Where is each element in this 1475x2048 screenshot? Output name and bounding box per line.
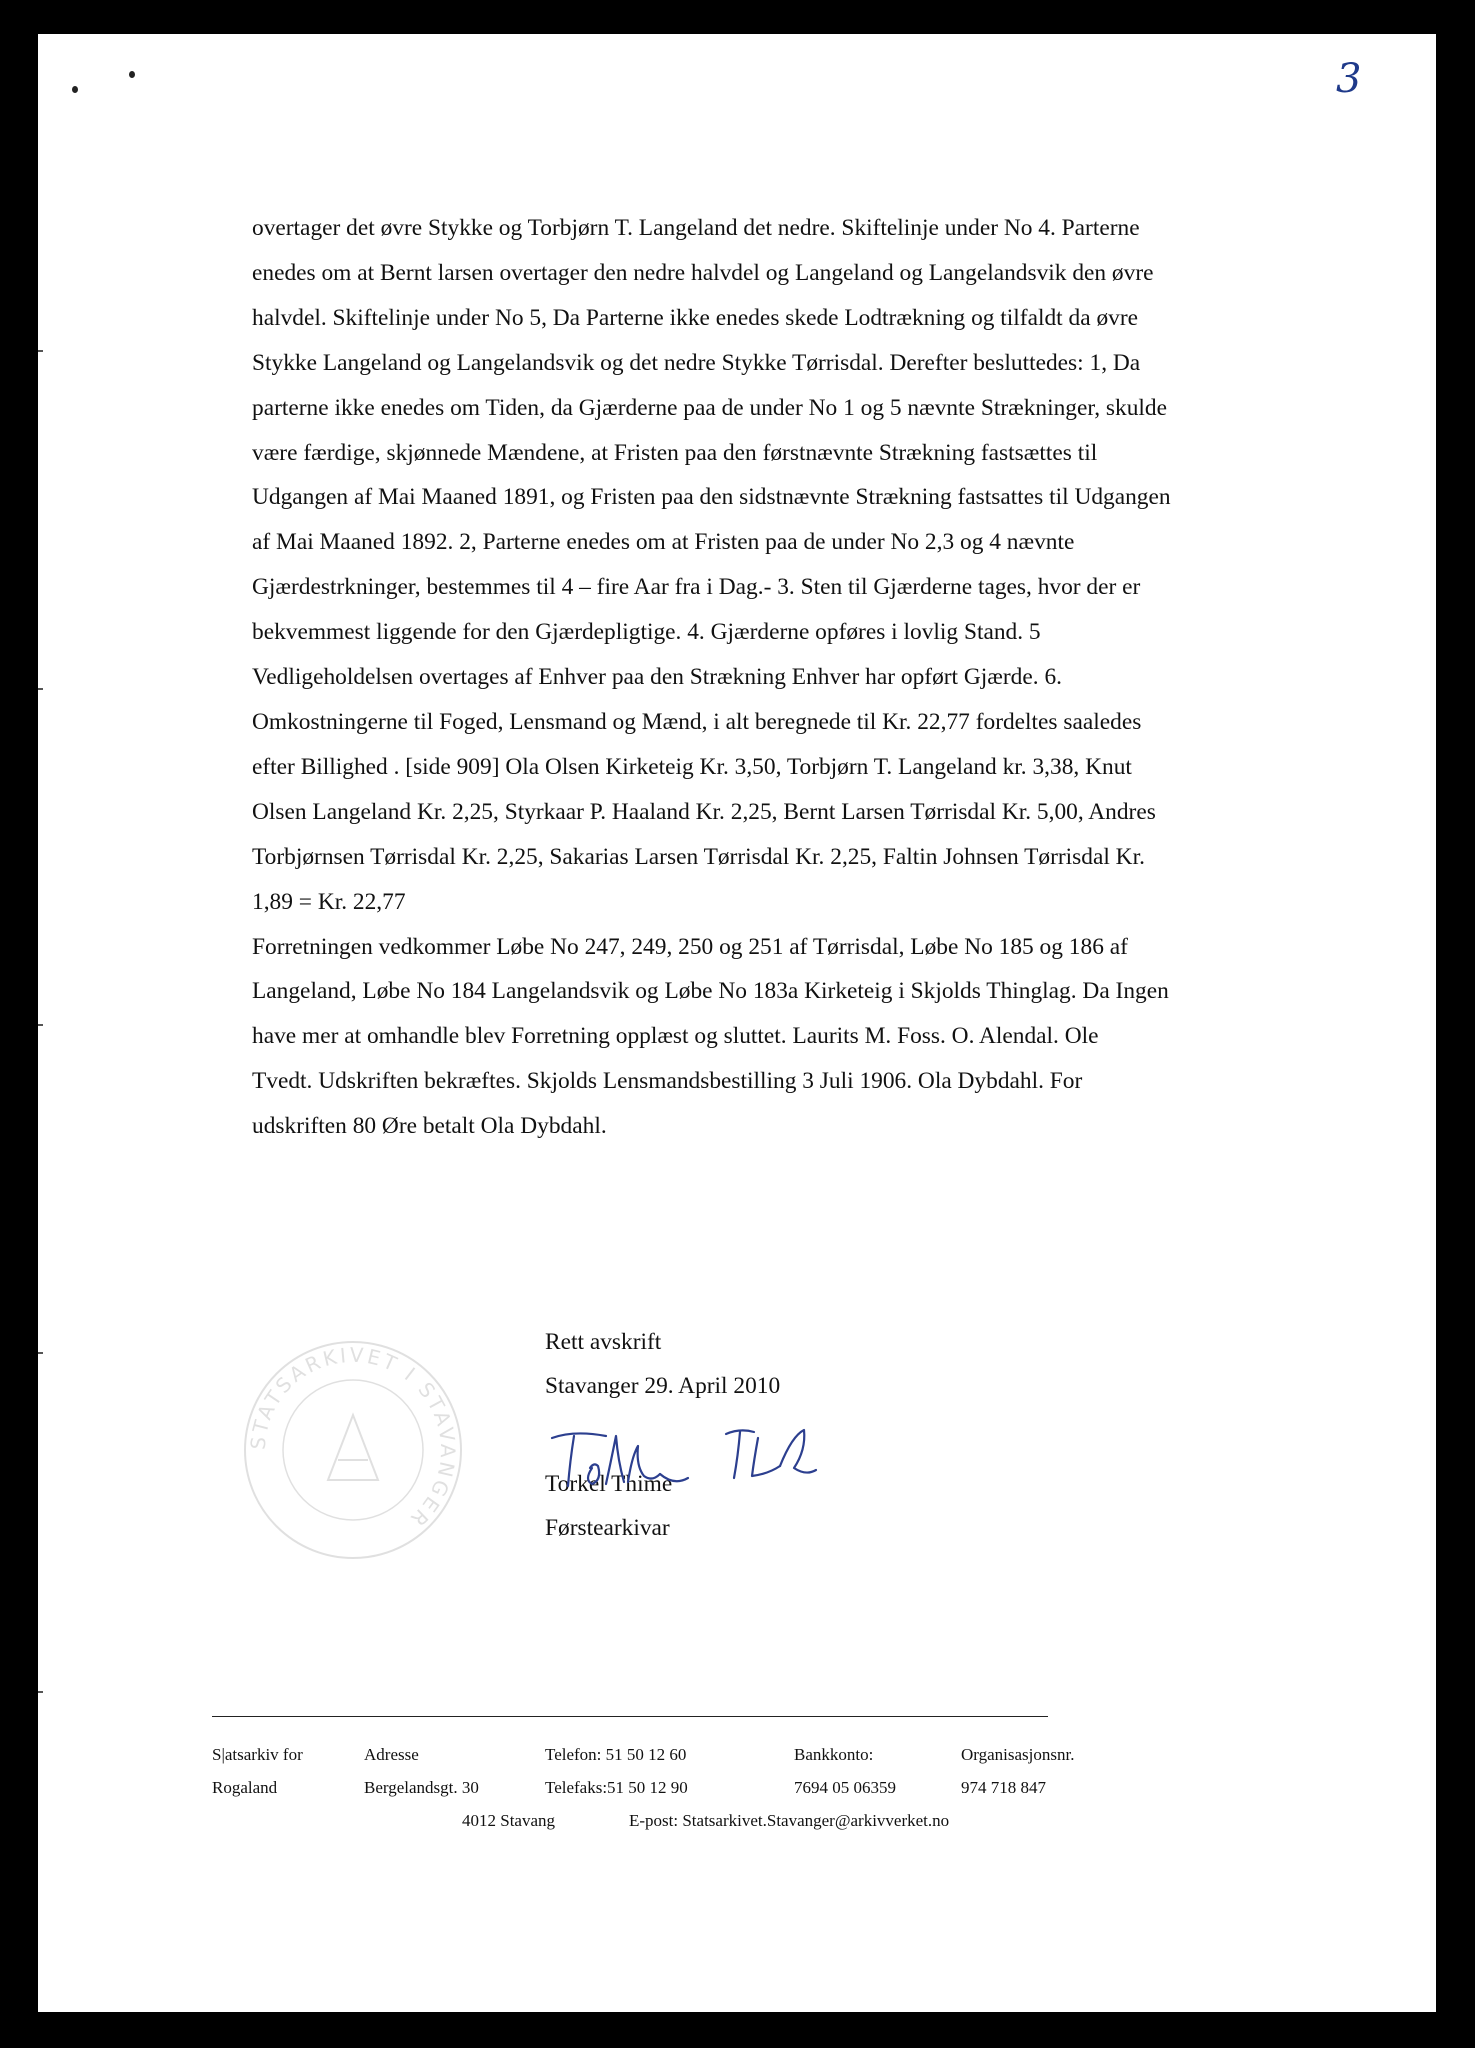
footer-city: 4012 Stavang <box>462 1811 556 1830</box>
body-line: efter Billighed . [side 909] Ola Olsen Kirketeig Kr. 3,50, Torbjørn T. Langeland kr. 3,38, Knut <box>252 753 1132 780</box>
body-line: Forretningen vedkommer Løbe No 247, 249, 250 og 251 af Tørrisdal, Løbe No 185 og 186 af <box>252 933 1128 960</box>
signer-name: Torkel Thime <box>545 1471 673 1497</box>
scan-edge-mark <box>38 688 43 690</box>
body-line: Stykke Langeland og Langelandsvik og det nedre Stykke Tørrisdal. Derefter besluttedes: 1, Da <box>252 349 1141 376</box>
body-line: parterne ikke enedes om Tiden, da Gjærderne paa de under No 1 og 5 nævnte Strækninger, skulde <box>252 394 1167 421</box>
footer-bank: Bankkonto: 7694 05 06359 <box>794 1745 896 1797</box>
body-line: 1,89 = Kr. 22,77 <box>252 888 406 915</box>
body-line: udskriften 80 Øre betalt Ola Dybdahl. <box>252 1113 607 1140</box>
scan-speck <box>72 86 78 93</box>
scan-edge-mark <box>38 1691 43 1693</box>
body-line: Olsen Langeland Kr. 2,25, Styrkaar P. Haaland Kr. 2,25, Bernt Larsen Tørrisdal Kr. 5,00, Andres <box>252 798 1156 825</box>
place-date: Stavanger 29. April 2010 <box>545 1373 781 1399</box>
body-line: Langeland, Løbe No 184 Langelandsvik og Løbe No 183a Kirketeig i Skjolds Thinglag. Da Ingen <box>252 978 1169 1005</box>
footer-org: S|atsarkiv for Rogaland <box>212 1745 303 1797</box>
scan-edge-mark <box>38 350 43 352</box>
document-page <box>38 34 1436 2012</box>
scan-speck <box>129 71 135 78</box>
footer-email: E-post: Statsarkivet.Stavanger@arkivverket.no <box>629 1811 950 1830</box>
footer-address: Adresse Bergelandsgt. 30 <box>364 1745 479 1797</box>
footer-phone: Telefon: 51 50 12 60 Telefaks:51 50 12 90 <box>545 1745 688 1797</box>
certification-text: Rett avskrift <box>545 1329 662 1355</box>
footer-divider <box>212 1716 1048 1717</box>
footer-orgnr: Organisasjonsnr. 974 718 847 <box>961 1745 1075 1797</box>
body-line: Vedligeholdelsen overtages af Enhver paa den Strækning Enhver har opført Gjærde. 6. <box>252 664 1062 691</box>
body-line: Torbjørnsen Tørrisdal Kr. 2,25, Sakarias Larsen Tørrisdal Kr. 2,25, Faltin Johnsen Tørrisdal Kr. <box>252 843 1145 870</box>
transcription-body <box>252 206 1332 1149</box>
svg-text:STATSARKIVET I STAVANGER: STATSARKIVET I STAVANGER <box>245 1342 461 1534</box>
body-line: Omkostningerne til Foged, Lensmand og Mænd, i alt beregnede til Kr. 22,77 fordeltes saaledes <box>252 708 1142 735</box>
body-line: bekvemmest liggende for den Gjærdepligtige. 4. Gjærderne opføres i lovlig Stand. 5 <box>252 619 1041 646</box>
body-line: være færdige, skjønnede Mændene, at Fristen paa den førstnævnte Strækning fastsættes til <box>252 439 1098 466</box>
body-line: halvdel. Skiftelinje under No 5, Da Parterne ikke enedes skede Lodtrækning og tilfaldt da øvre <box>252 304 1139 331</box>
body-line: Udgangen af Mai Maaned 1891, og Fristen paa den sidstnævnte Strækning fastsattes til Udgangen <box>252 484 1171 511</box>
body-line: Tvedt. Udskriften bekræftes. Skjolds Lensmandsbestilling 3 Juli 1906. Ola Dybdahl. For <box>252 1068 1083 1095</box>
archive-stamp <box>233 1330 473 1570</box>
body-line: af Mai Maaned 1892. 2, Parterne enedes om at Fristen paa de under No 2,3 og 4 nævnte <box>252 529 1075 556</box>
scan-edge-mark <box>38 1352 43 1354</box>
body-line: overtager det øvre Stykke og Torbjørn T. Langeland det nedre. Skiftelinje under No 4. Parterne <box>252 215 1140 241</box>
page-number: 3 <box>1336 56 1362 102</box>
signer-title: Førstearkivar <box>545 1515 670 1541</box>
handwritten-signature <box>544 1416 844 1496</box>
body-line: enedes om at Bernt larsen overtager den nedre halvdel og Langeland og Langelandsvik den øvre <box>252 259 1154 286</box>
scan-edge-mark <box>38 1024 43 1026</box>
body-line: have mer at omhandle blev Forretning opplæst og sluttet. Laurits M. Foss. O. Alendal. Ole <box>252 1023 1099 1050</box>
body-line: Gjærdestrkninger, bestemmes til 4 – fire Aar fra i Dag.- 3. Sten til Gjærderne tages, hvor der er <box>252 574 1141 601</box>
